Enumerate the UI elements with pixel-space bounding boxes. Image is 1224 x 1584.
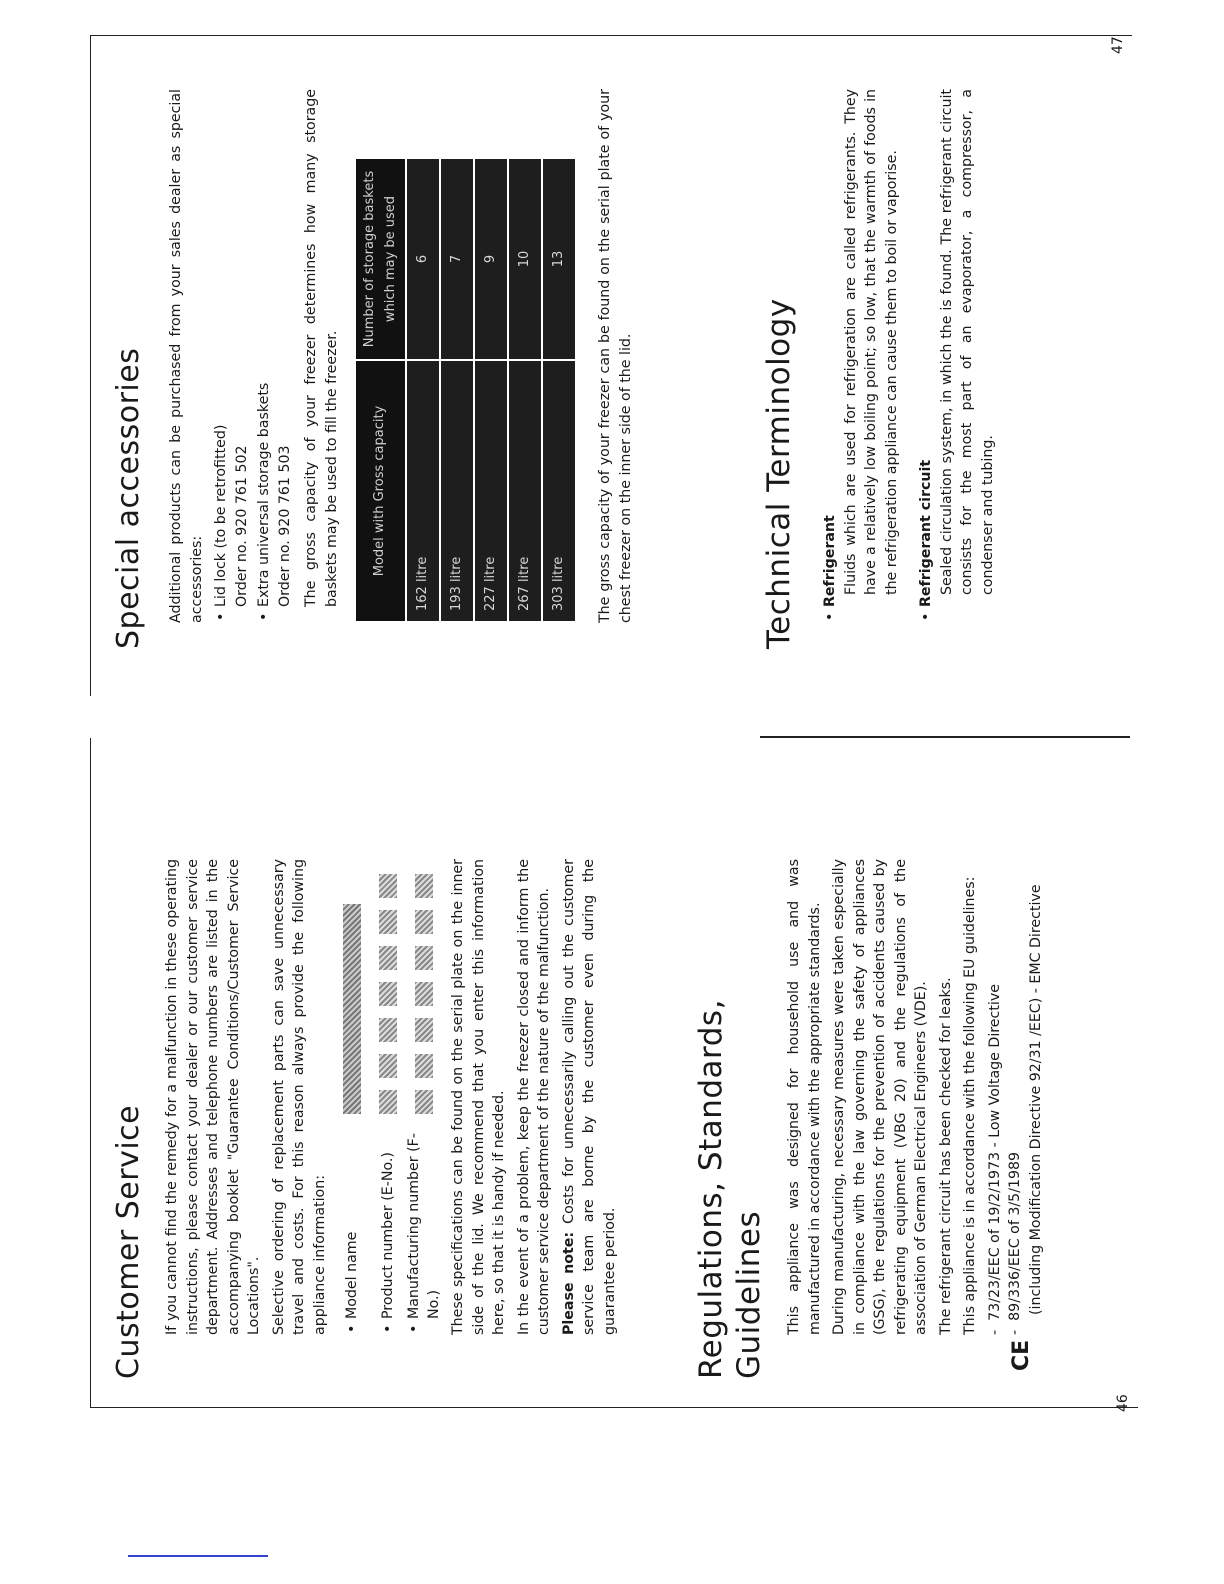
- capacity-text: The gross capacity of your freezer determines how many storage baskets may be used to fill the freezer.: [303, 89, 340, 607]
- page-number-left: 46: [1115, 1394, 1131, 1412]
- regulations-p2: During manufacturing, necessary measures were taken especially in compliance with the law governing the safety of appliances (GSG), the regulations for the prevention of accidents caused by refrigerating equipment (VBG 20) and the regulations of the association of German Electrical Engineers (VDE).: [831, 859, 929, 1335]
- guideline-note: (including Modification Directive 92/31 /EEC) - EMC Directive: [1027, 884, 1044, 1315]
- accessory-item: • Lid lock (to be retrofitted) Order no. 920 761 502: [211, 89, 252, 623]
- guideline-1: - 73/23/EEC of 19/2/1973 - Low Voltage Directive: [986, 984, 1003, 1335]
- ce-mark: CE: [1009, 1339, 1034, 1371]
- terminology-title: Technical Terminology: [761, 298, 797, 649]
- terms-list: [820, 89, 998, 623]
- basket-table-header: Model with Gross capacity: [355, 360, 406, 622]
- center-fold-rule: [760, 736, 1130, 738]
- page-number-right: 47: [1110, 36, 1126, 54]
- basket-table: [354, 157, 577, 623]
- customer-service-p3: These specifications can be found on the serial plate on the inner side of the lid. We recommend that you enter this information here, so that it is handy if needed.: [450, 859, 507, 1335]
- model-name-field: [343, 904, 361, 1114]
- regulations-title: Regulations, Standards, Guidelines: [693, 999, 767, 1379]
- customer-service-p4: In the event of a problem, keep the freezer closed and inform the customer service department of the nature of the malfunction.: [515, 859, 552, 1335]
- model-name-label: • Model name: [342, 1114, 363, 1335]
- term-desc: Sealed circulation system, in which the is found. The refrigerant circuit consists for the most part of an evaporator, a compressor, a condenser and tubing.: [938, 89, 996, 595]
- term-name: Refrigerant circuit: [918, 459, 934, 607]
- manufacturing-number-field: [415, 874, 433, 1114]
- customer-service-note: [559, 859, 621, 1335]
- term-desc: Fluids which are used for refrigeration are called refrigerants. They have a relatively low boiling point; so low, that the warmth of foods in the refrigeration appliance can cause them to boil or vaporise.: [842, 89, 900, 595]
- regulations-column: [692, 859, 1046, 1379]
- customer-service-column: [110, 859, 624, 1379]
- product-number-label: • Product number (E-No.): [378, 1114, 399, 1335]
- terminology-column: [760, 89, 1004, 649]
- accessory-item: • Extra universal storage baskets Order no. 920 761 503: [254, 89, 295, 623]
- model-name-line: [334, 859, 370, 1335]
- manufacturing-number-line: [406, 859, 442, 1335]
- manufacturing-number-label: • Manufacturing number (F-No.): [404, 1114, 445, 1335]
- product-number-field: [379, 874, 397, 1114]
- scan-artifact-line: [128, 1555, 268, 1557]
- term-item: [916, 89, 998, 623]
- guideline-2: - 89/336/EEC of 3/5/1989: [1007, 1151, 1023, 1335]
- serial-plate-text: The gross capacity of your freezer can be found on the serial plate of your chest freezer on the inner side of the lid.: [597, 89, 634, 623]
- product-number-line: [370, 859, 406, 1335]
- special-accessories-title: Special accessories: [111, 347, 146, 649]
- regulations-p1: This appliance was designed for household use and was manufactured in accordance with the appropriate standards.: [786, 859, 823, 1335]
- term-item: [820, 89, 902, 623]
- table-row: 193 litre 7: [440, 158, 474, 622]
- table-row: 162 litre 6: [406, 158, 440, 622]
- left-top-rule: [90, 738, 91, 1408]
- table-row: 267 litre 10: [508, 158, 542, 622]
- accessories-intro: Additional products can be purchased from your sales dealer as special accessories:: [168, 89, 205, 623]
- customer-service-p2: Selective ordering of replacement parts can save unnecessary travel and costs. For this reason always provide the following appliance information:: [270, 859, 328, 1335]
- right-top-rule: [90, 36, 91, 696]
- table-row: 227 litre 9: [474, 158, 508, 622]
- customer-service-p1: If you cannot find the remedy for a malfunction in these operating instructions, please contact your dealer or our customer service department. Addresses and telephone numbers are listed in the accompanying booklet "Guarantee Conditions/Customer Service Locations".: [164, 859, 262, 1335]
- accessories-list: [211, 89, 295, 623]
- term-name: Refrigerant: [822, 515, 838, 607]
- left-side-rule: [90, 1407, 1138, 1408]
- table-row: 303 litre 13: [542, 158, 576, 622]
- note-text: Costs for unnecessarily calling out the customer service team are borne by the customer even during the guarantee period.: [560, 859, 618, 1335]
- regulations-p3: The refrigerant circuit has been checked for leaks.: [937, 977, 954, 1335]
- customer-service-title: Customer Service: [111, 1104, 146, 1379]
- basket-table-header: Number of storage baskets which may be used: [355, 158, 406, 360]
- regulations-p4: This appliance is in accordance with the following EU guidelines:: [962, 876, 978, 1335]
- note-label: Please note:: [560, 1231, 577, 1335]
- special-accessories-column: [110, 89, 640, 649]
- right-side-rule: [90, 35, 1132, 36]
